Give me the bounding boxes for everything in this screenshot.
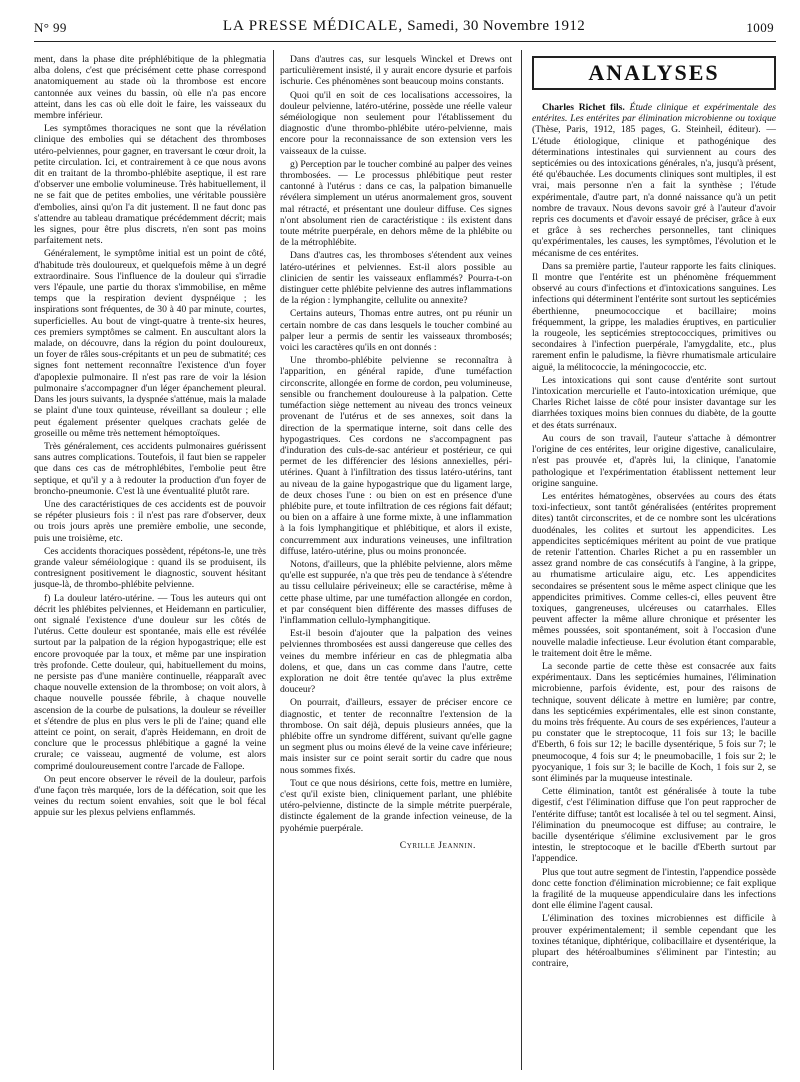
paragraph: f) La douleur latéro-utérine. — Tous les auteurs qui ont décrit les phlébites pelviennes, et Heidemann en particulier, ont signalé l'existence d'une douleur sur les côtés de l'utérus. Cette douleur est spontanée, mais elle est révélée surtout par la palpation de la région hypogastrique; elle est encore provoquée par la toux, et même par une inspiration très profonde. Cette douleur, qui, habituellement du moins, ne persiste pas d'une manière continuelle, réapparaît avec chaque nouvelle extension de la thrombose; on voit alors, à chaque nouvelle poussée fébrile, à chaque nouvelle ascension de la courbe de pulsations, la douleur se réveiller et s'étendre de plus en plus vers le pli de l'aine; quand elle atteint ce point, on serait, d'après Heidemann, en droit de conclure que le processus phlébitique a gagné la veine crurale; ce vaisseau, augmenté de volume, est alors comprimé douloureusement contre l'arcade de Fallope. [34,592,266,772]
header-rule [34,41,776,42]
column-divider [273,50,274,1070]
paragraph: Au cours de son travail, l'auteur s'attache à démontrer l'origine de ces entérites, leur origine digestive, canaliculaire, n'est pas prouvée et, d'après lui, la clinique, l'anatomie pathologique et l'expérimentation établissent nettement leur origine sanguine. [532,432,776,489]
article-column-middle [280,54,512,853]
analyses-column [532,56,776,971]
paragraph: Dans sa première partie, l'auteur rapporte les faits cliniques. Il montre que l'entérite est un phénomène fréquemment observé au cours d'infections et d'intoxications sanguines. Les infections qui déterminent l'entérite sont surtout les septicémies éberthienne, pneumococcique et bacillaire; moins fréquemment, la grippe, les maladies éruptives, en particulier la rougeole, les septicémies streptococciques, primitives ou secondaires à l'infection puerpérale, l'amygdalite, etc., plus rarement enfin le paludisme, la fièvre rhumatismale articulaire aiguë, la mélitococcie, la méningococcie, etc. [532,260,776,373]
paragraph: Tout ce que nous désirions, cette fois, mettre en lumière, c'est qu'il existe bien, cliniquement parlant, une phlébite utéro-pelvienne, distincte de la simple métrite puerpérale, distincte également de la grande infection veineuse, de la pyohémie puerpérale. [280,777,512,834]
analyses-heading: ANALYSES [532,56,776,90]
review-author: Charles Richet fils. [542,102,625,113]
author-signature: Cyrille Jeannin. [399,839,476,851]
paragraph: ment, dans la phase dite préphlébitique de la phlegmatia alba dolens, c'est que précisément cette phase correspond anatomiquement au stade où la thrombose est encore cantonnée aux veines du bassin, où elle n'a pas encore atteint, dans les cas où elle doit le faire, les vaisseaux du membre inférieur. [34,54,266,122]
page-number: 1009 [746,20,774,35]
issue-date: Samedi, 30 Novembre 1912 [407,18,586,34]
paragraph: Les symptômes thoraciques ne sont que la révélation clinique des embolies qui se détachent des thromboses utéro-pelviennes, pour gagner, en traversant le cœur droit, la petite circulation. Ici, et contrairement à ce que nous avons dit en traitant de la thrombo-phlébite aseptique, il est rare d'observer une embolie volumineuse. Très habituellement, il ne se fait que de petites embolies, une véritable poussière d'embolies, ainsi qu'on l'a dit justement. Il ne faut donc pas s'attendre au tableau dramatique précédemment décrit; mais les signes, pour être plus discrets, n'en sont pas moins parfaitement nets. [34,123,266,247]
paragraph: Dans d'autres cas, les thromboses s'étendent aux veines latéro-utérines et pelviennes. Est-il alors possible au clinicien de sentir les vaisseaux enflammés? Pourra-t-on distinguer cette phlébite pelvienne des autres inflammations de la région : lymphangite, cellulite ou annexite? [280,250,512,307]
paragraph: Généralement, le symptôme initial est un point de côté, d'habitude très douloureux, et quelquefois même à un degré extraordinaire. Sous l'influence de la douleur qui s'irradie vers l'épaule, une partie du thorax s'immobilise, en même temps que la respiration devient dyspnéique ; les inspirations sont fréquentes, de 30 à 40 par minute, courtes, superficielles. Au bout de vingt-quatre à trente-six heures, ces premiers symptômes se calment. En auscultant alors la malade, on découvre, dans la région du point douloureux, un foyer de râles sous-crépitants et un peu de submatité; ces signes font nettement reconnaître l'existence d'un foyer d'apoplexie pulmonaire. Il n'est pas rare de voir la lésion pulmonaire s'accompagner d'un léger épanchement pleural. Dans les jours suivants, la dyspnée s'atténue, mais la malade se plaint d'une toux quinteuse, réveillant sa douleur ; elle peut également présenter quelques crachats gelée de groseille ou même très nettement hémoptoïques. [34,248,266,439]
paragraph: Quoi qu'il en soit de ces localisations accessoires, la douleur pelvienne, latéro-utérine, possède une réelle valeur séméiologique non seulement pour l'établissement du diagnostic d'une thrombo-phlébite utéro-pelvienne, mais encore pour la reconnaissance de son extension vers les vaisseaux de la cuisse. [280,89,512,157]
paragraph: On peut encore observer le réveil de la douleur, parfois d'une façon très marquée, lors de la défécation, soit que les veines du rectum soient envahies, soit que le bol fécal appuie sur les plexus pelviens enflammés. [34,773,266,819]
paragraph: Très généralement, ces accidents pulmonaires guérissent sans autres complications. Toutefois, il faut bien se rappeler que dans ces cas de métrophlébites, l'embolie peut être septique, et qu'il y a à redouter la production d'un foyer de broncho-pneumonie. C'est là une éventualité plutôt rare. [34,440,266,497]
masthead [34,18,774,35]
paragraph: L'élimination des toxines microbiennes est difficile à prouver expérimentalement; il semble cependant que les toxines tétanique, diphtérique, colibacillaire et dysentérique, la plupart des hétéroalbumines s'éliminent par l'intestin; au contraire, [532,913,776,970]
review-intro: (Thèse, Paris, 1912, 185 pages, G. Steinheil, éditeur). — L'étude étiologique, clinique et pathogénique des déterminations intestinales qui surviennent au cours des septicémies ou des intoxications générales, n'a, jusqu'à présent, été qu'ébauchée. Les documents cliniques sont multiples, il est vrai, mais personne n'en a fait la synthèse ; l'étude expérimentale, d'autre part, n'a donné naissance qu'à un petit nombre de travaux. Nous devons savoir gré à l'auteur d'avoir repris ces documents et d'avoir essayé de préciser, grâce à eux et grâce à ses recherches personnelles, tant cliniques qu'expérimentales, les causes, les symptômes, l'évolution et le mécanisme de ces entérites. [532,124,776,259]
paragraph: Cette élimination, tantôt est généralisée à toute la tube digestif, c'est l'élimination diffuse que l'on peut rapprocher de l'entérite diffuse; tantôt est localisée à tel ou tel segment. Ainsi, l'élimination du pneumocoque est diffuse; au contraire, le bacille dysentérique s'élimine exclusivement par le gros intestin, le streptocoque et le bacille d'Eberth surtout par l'appendice. [532,786,776,865]
journal-title: LA PRESSE MÉDICALE, [222,18,404,34]
paragraph: Une des caractéristiques de ces accidents est de pouvoir se répéter plusieurs fois : il n'est pas rare d'observer, deux ou trois jours après une première embolie, une seconde, puis une troisième, etc. [34,498,266,544]
paragraph: g) Perception par le toucher combiné au palper des veines thrombosées. — Le processus phlébitique peut rester cantonné à l'utérus : dans ce cas, la palpation bimanuelle révélera simplement un utérus anormalement gros, souvent mal rétracté, et présentant une douleur diffuse. Ces signes n'ont absolument rien de caractéristique : ils existent dans toute métrite puerpérale, en dehors même de la phlébite ou de la métrophlébite. [280,158,512,249]
review-header [532,102,776,259]
paragraph: Les intoxications qui sont cause d'entérite sont surtout l'intoxication mercurielle et l'auto-intoxication urémique, que Charles Richet laisse de côté pour insister davantage sur les diarrhées toxiques moins bien connues du diabète, de la goutte et des états surrénaux. [532,374,776,431]
paragraph: On pourrait, d'ailleurs, essayer de préciser encore ce diagnostic, et tenter de reconnaître l'extension de la thrombose. On sait déjà, depuis plusieurs années, que la phlébite offre un syndrome différent, suivant qu'elle gagne un segment plus ou moins élevé de la veine cave inférieure; mais insister sur ce point serait sortir du cadre que nous nous sommes fixés. [280,697,512,776]
paragraph: Certains auteurs, Thomas entre autres, ont pu réunir un certain nombre de cas dans lesquels le toucher combiné au palper leur a permis de sentir les vaisseaux thrombosés; voici les caractères qu'ils en ont donnés : [280,308,512,354]
article-column-left [34,54,266,821]
paragraph: La seconde partie de cette thèse est consacrée aux faits expérimentaux. Dans les septicémies humaines, l'élimination microbienne, parfois évidente, est, pour des raisons de technique, souvent délicate à mettre en lumière; par contre, dans les septicémies expérimentales, elle est sinon constante, du moins très fréquente. Au cours de ses expériences, l'auteur a pu constater que le streptocoque, 11 fois sur 13; le bacille d'Eberth, 6 fois sur 12; le bacille dysentérique, 5 fois sur 7; le pneumocoque, 4 fois sur 4; le pneumobacille, 1 fois sur 2; le pyocyanique, 1 fois sur 3; le bacille de Koch, 1 fois sur 2, se sont éliminés par la muqueuse intestinale. [532,660,776,784]
column-divider [521,50,522,1070]
issue-number: N° 99 [34,20,67,35]
paragraph: Une thrombo-phlébite pelvienne se reconnaîtra à l'apparition, en général rapide, d'une tuméfaction circonscrite, allongée en forme de cordon, peu volumineuse, sensible ou franchement douloureuse à la palpation. Cette tuméfaction siège nettement au niveau des troncs veineux provenant de l'utérus et de ses annexes, soit dans la direction de la spermatique interne, soit dans celle des hypogastriques. Ces cordons ne s'accompagnent pas d'induration des culs-de-sac antérieur et postérieur, ce qui permet de les différencier des lésions annexielles, péri-utérines. Quant à l'infiltration des tissus latéro-utérins, tant au niveau de la gaine hypogastrique que du ligament large, de deux choses l'une : ou bien on est en présence d'une phlébite pure, et toute infiltration de ces régions fait défaut; ou bien on a affaire à une forme mixte, à une inflammation à la fois lymphangitique et phlébitique, et alors il existe, concurremment aux indurations veineuses, une infiltration diffuse, latéro-utérine, plus ou moins prononcée. [280,355,512,557]
paragraph: Les entérites hématogènes, observées au cours des états toxi-infectieux, sont tantôt généralisées (entérites proprement dites) tantôt circonscrites, et de ce nombre sont les ulcérations duodénales, les colites et surtout les appendicites. Les appendicites septicémiques méritent au point de vue pratique de retenir l'attention. Charles Richet a pu en rassembler un assez grand nombre de cas consécutifs à l'angine, à la grippe, au rhumatisme articulaire aigu, etc. Les appendicites secondaires se présentent sous le même aspect clinique que les appendicites primitives. Comme celles-ci, elles peuvent être toxiques, gangreneuses, ulcéreuses ou catarrhales. Elles peuvent affecter la même allure chronique et présenter les mêmes poussées, soit spontanément, soit à l'occasion d'une nouvelle maladie infectieuse. Leur évolution étant comparable, le traitement doit être le même. [532,490,776,659]
page-header [34,18,774,40]
paragraph: Est-il besoin d'ajouter que la palpation des veines pelviennes thrombosées est aussi dangereuse que celles des veines du membre inférieur en cas de phlegmatia alba dolens, et que, dans un cas comme dans l'autre, cette exploration ne doit être tentée qu'avec la plus extrême douceur? [280,628,512,696]
paragraph: Plus que tout autre segment de l'intestin, l'appendice possède donc cette fonction d'élimination microbienne; ce fait explique la fragilité de la muqueuse appendiculaire dans les infections dont elle élimine l'agent causal. [532,866,776,912]
paragraph: Dans d'autres cas, sur lesquels Winckel et Drews ont particulièrement insisté, il y aurait encore dysurie et parfois ischurie. Ces phénomènes sont beaucoup moins constants. [280,54,512,88]
paragraph: Ces accidents thoraciques possèdent, répétons-le, une très grande valeur séméiologique : quand ils se produisent, ils contresignent positivement le diagnostic, souvent hésitant jusque-là, de thrombo-phlébite pelvienne. [34,545,266,591]
review-title: Étude clinique et expérimentale des entérites. Les entérites par élimination microbienne ou toxique [532,102,776,125]
paragraph: Notons, d'ailleurs, que la phlébite pelvienne, alors même qu'elle est suppurée, n'a que très peu de tendance à s'étendre au tissu cellulaire périveineux; elle se caractérise, même à cette phase ultime, par une tuméfaction allongée en cordon, et par conséquent bien différente des masses diffuses de l'inflammation cellulo-lymphangitique. [280,558,512,626]
